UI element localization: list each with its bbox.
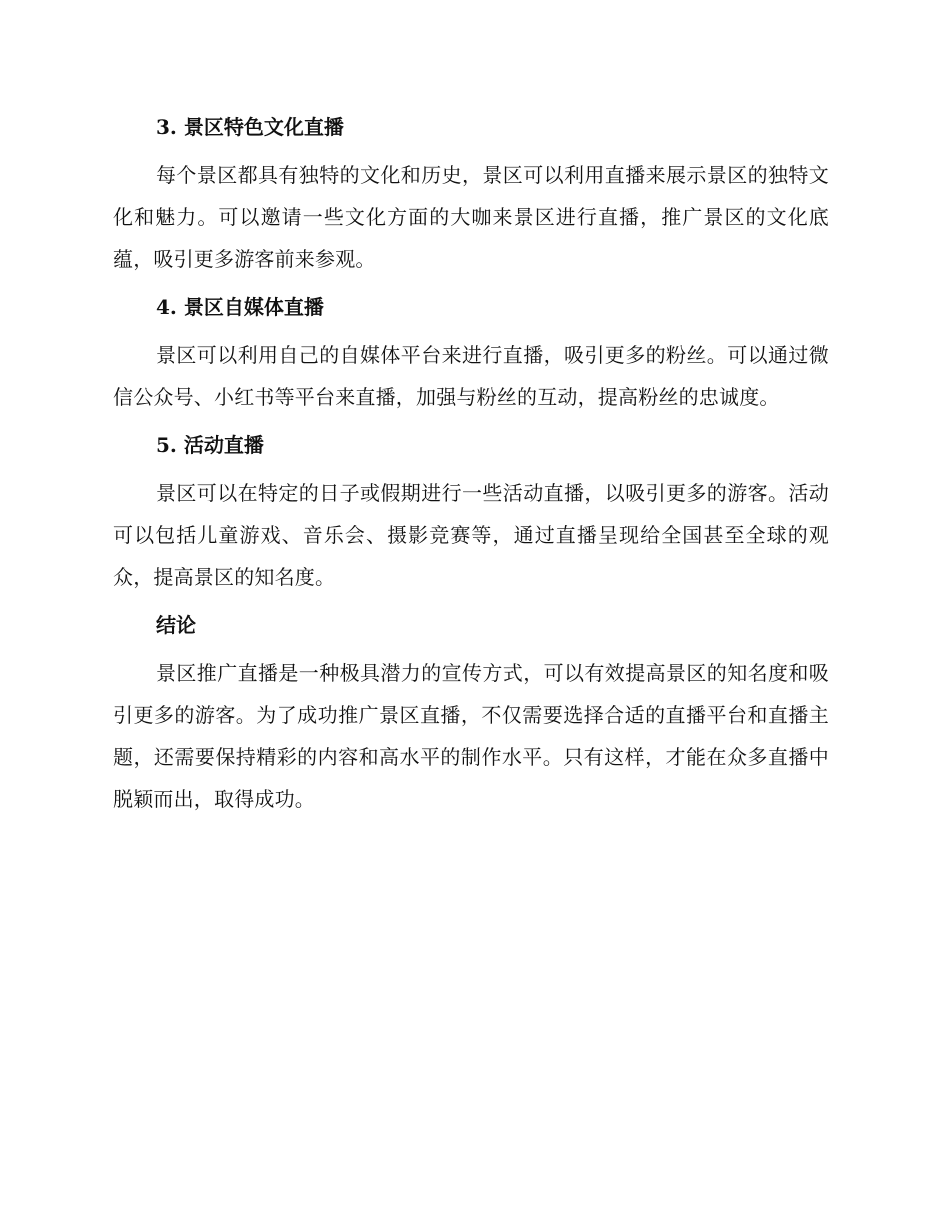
section-body-self-media-live: 景区可以利用自己的自媒体平台来进行直播，吸引更多的粉丝。可以通过微信公众号、小红书等平台来直播，加强与粉丝的互动，提高粉丝的忠诚度。 [113,343,829,409]
section-heading-cultural-live: 3. 景区特色文化直播 [156,115,344,139]
section-heading-conclusion: 结论 [156,613,196,637]
document-content [113,112,829,832]
section-heading-event-live: 5. 活动直播 [156,433,264,457]
section-heading-self-media-live: 4. 景区自媒体直播 [156,295,324,319]
section-body-event-live: 景区可以在特定的日子或假期进行一些活动直播，以吸引更多的游客。活动可以包括儿童游戏、音乐会、摄影竞赛等，通过直播呈现给全国甚至全球的观众，提高景区的知名度。 [113,481,829,589]
section-body-conclusion: 景区推广直播是一种极具潜力的宣传方式，可以有效提高景区的知名度和吸引更多的游客。为了成功推广景区直播，不仅需要选择合适的直播平台和直播主题，还需要保持精彩的内容和高水平的制作水平。只有这样，才能在众多直播中脱颖而出，取得成功。 [113,661,829,811]
section-body-cultural-live: 每个景区都具有独特的文化和历史，景区可以利用直播来展示景区的独特文化和魅力。可以邀请一些文化方面的大咖来景区进行直播，推广景区的文化底蕴，吸引更多游客前来参观。 [113,163,829,271]
